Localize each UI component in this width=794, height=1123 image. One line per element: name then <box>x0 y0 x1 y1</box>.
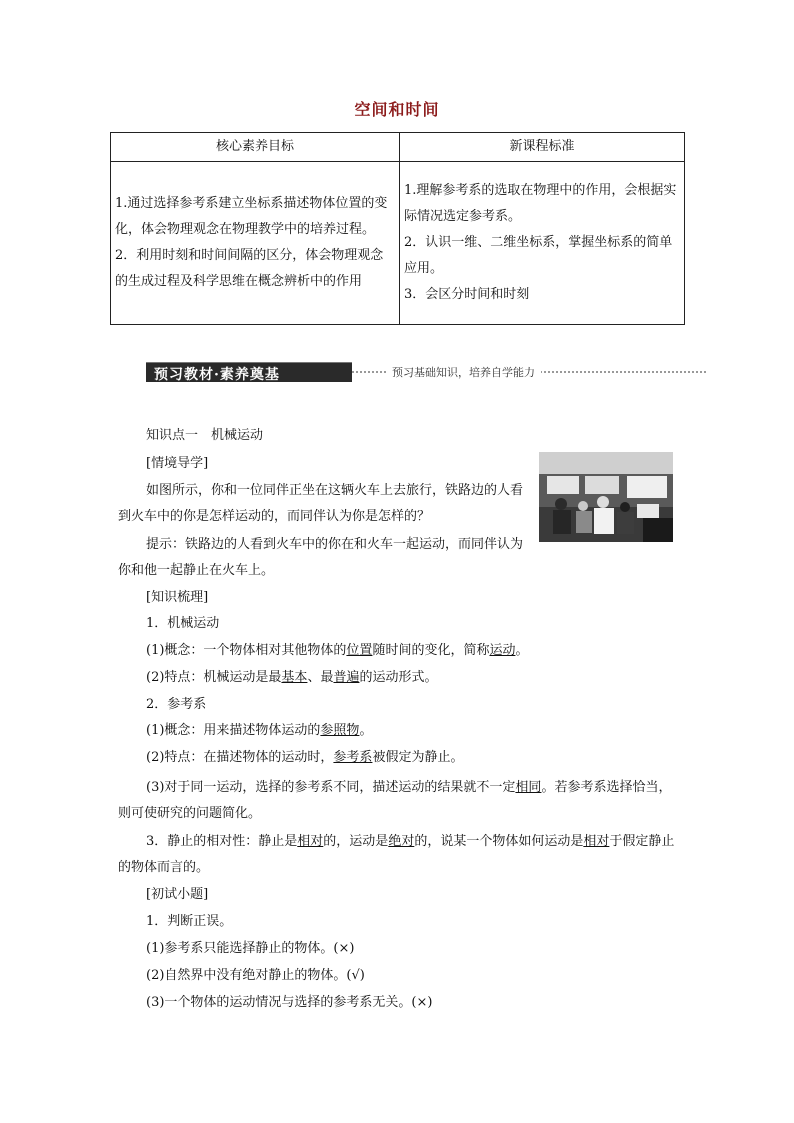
core-goal-1: 1.通过选择参考系建立坐标系描述物体位置的变化，体会物理观念在物理教学中的培养过程。 <box>115 196 388 237</box>
curriculum-item-2: 2．认识一维、二维坐标系，掌握坐标系的简单应用。 <box>404 235 673 276</box>
table-header-core-goals: 核心素养目标 <box>111 133 400 162</box>
curriculum-cell <box>400 162 685 325</box>
item2-feature: (2)特点：在描述物体的运动时，参考系被假定为静止。 <box>146 750 464 765</box>
core-goals-cell <box>111 162 400 325</box>
quiz-item-2: (2)自然界中没有绝对静止的物体。(√) <box>146 968 365 983</box>
curriculum-item-1: 1.理解参考系的选取在物理中的作用，会根据实际情况选定参考系。 <box>404 183 677 224</box>
scenario-text: 如图所示，你和一位同伴正坐在这辆火车上去旅行，铁路边的人看到火车中的你是怎样运动的，而同伴认为你是怎样的？ <box>118 483 524 524</box>
item2-note: (3)对于同一运动，选择的参考系不同，描述运动的结果就不一定相同。若参考系选择恰当，则可使研究的问题简化。 <box>118 780 672 821</box>
hint-text: 提示：铁路边的人看到火车中的你在和火车一起运动，而同伴认为你和他一起静止在火车上。 <box>118 537 524 578</box>
item1-feature: (2)特点：机械运动是最基本、最普遍的运动形式。 <box>146 670 438 685</box>
item2-title: 2．参考系 <box>146 697 207 712</box>
quiz-label: [初试小题] <box>146 887 209 902</box>
curriculum-item-3: 3．会区分时间和时刻 <box>404 287 530 302</box>
section-heading: 知识点一 机械运动 <box>146 428 264 443</box>
item3-relativity: 3．静止的相对性：静止是相对的，运动是绝对的，说某一个物体如何运动是相对于假定静止的物体而言的。 <box>118 834 675 875</box>
banner-subtitle: 预习基础知识，培养自学能力 <box>386 364 541 380</box>
knowledge-label: [知识梳理] <box>146 590 209 605</box>
item1-concept: (1)概念：一个物体相对其他物体的位置随时间的变化，简称运动。 <box>146 643 529 658</box>
section-banner <box>146 362 706 382</box>
page-title: 空间和时间 <box>354 100 440 119</box>
scenario-label: [情境导学] <box>146 456 209 471</box>
goals-table <box>110 132 685 325</box>
quiz-title: 1．判断正误。 <box>146 914 233 929</box>
core-goal-2: 2．利用时刻和时间间隔的区分，体会物理观念的生成过程及科学思维在概念辨析中的作用 <box>115 248 384 289</box>
quiz-item-3: (3)一个物体的运动情况与选择的参考系无关。(×) <box>146 995 433 1010</box>
item2-concept: (1)概念：用来描述物体运动的参照物。 <box>146 723 373 738</box>
item1-title: 1．机械运动 <box>146 616 220 631</box>
quiz-item-1: (1)参考系只能选择静止的物体。(×) <box>146 941 355 956</box>
banner-main: 预习教材·素养奠基 <box>146 362 352 382</box>
table-header-curriculum: 新课程标准 <box>400 133 685 162</box>
